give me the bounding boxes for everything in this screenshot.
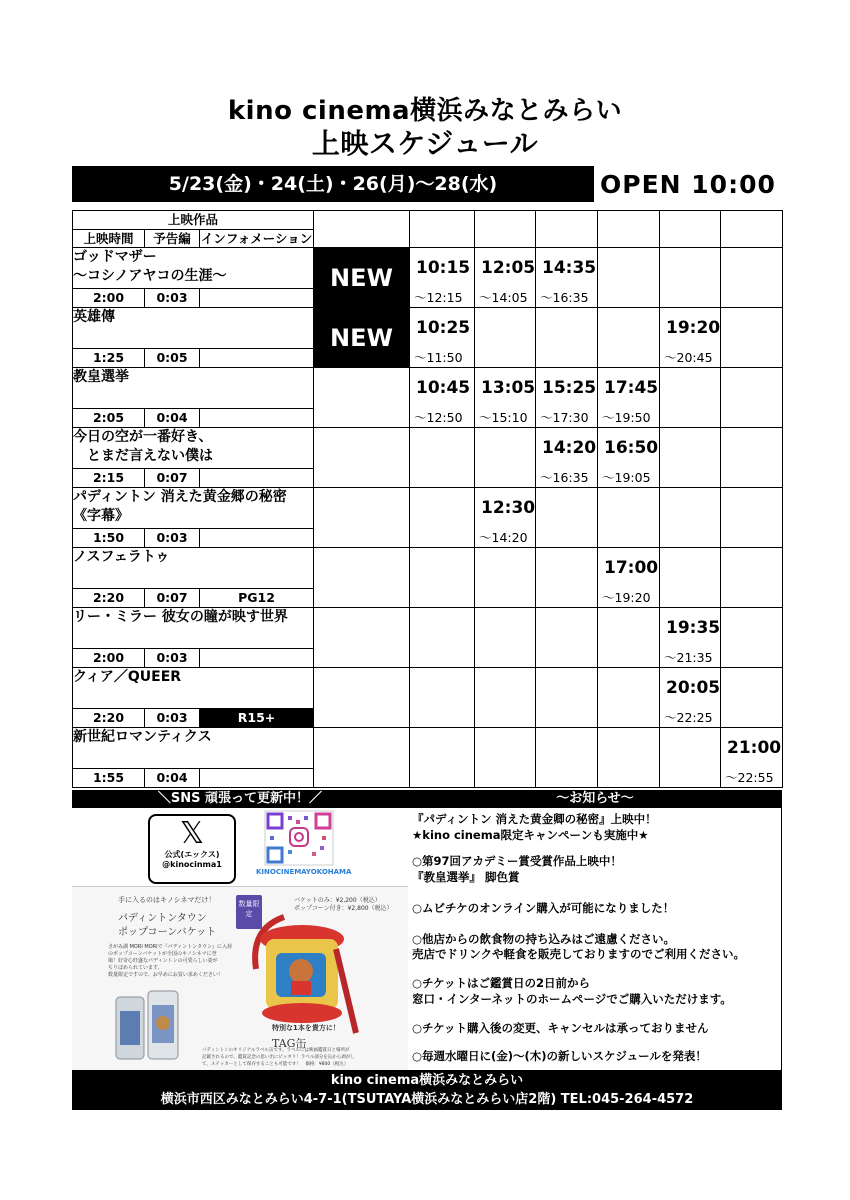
showtime-slot <box>410 248 475 308</box>
showtime-start: 13:05 <box>481 378 536 398</box>
showtime-end: ～14:05 <box>479 290 528 305</box>
film-row <box>73 608 783 649</box>
film-info <box>200 529 314 548</box>
showtime-end: ～19:05 <box>602 470 651 485</box>
showtime-slot <box>475 428 536 488</box>
showtime-slot <box>314 488 410 548</box>
film-row <box>73 728 783 769</box>
promo-name-1: パディントンタウン <box>118 913 207 924</box>
showtime-end: ～12:50 <box>414 410 463 425</box>
sns-section <box>72 808 408 880</box>
news-line: ○他店からの飲食物の持ち込みはご遠慮ください。 <box>412 932 676 946</box>
showtime-slot <box>660 248 721 308</box>
showtime-slot <box>410 608 475 668</box>
showtime-slot <box>536 608 598 668</box>
instagram-qr-icon[interactable] <box>264 810 334 866</box>
showtime-slot <box>475 608 536 668</box>
film-row <box>73 668 783 709</box>
x-handle: @kinocinma1 <box>162 860 222 869</box>
showtime-slot <box>314 728 410 788</box>
film-duration: 2:20 <box>73 709 145 728</box>
showtime-end: ～12:15 <box>414 290 463 305</box>
showtime-slot <box>598 728 660 788</box>
showtime-start: 17:00 <box>604 558 659 578</box>
news-line: ○毎週水曜日に(金)～(木)の新しいスケジュールを発表！ <box>412 1049 707 1063</box>
news-line: 窓口・インターネットのホームページでご購入いただけます。 <box>412 992 732 1006</box>
promo-desc-2: のポップコーンバケットが全国のキノシネマに登 <box>108 951 217 957</box>
tag-can-desc-2: 記載されるので、鑑賞記念の思い出にピッタリ！ラベル部分を缶から剥がし <box>202 1055 355 1060</box>
news-line: ○ムビチケのオンライン購入が可能になりました！ <box>412 901 675 915</box>
new-badge: NEW <box>314 308 410 368</box>
showtime-slot <box>475 248 536 308</box>
showtime-slot <box>598 248 660 308</box>
showtime-slot <box>598 428 660 488</box>
showtime-slot <box>410 488 475 548</box>
film-trailer: 0:03 <box>145 289 200 308</box>
instagram-handle: KINOCINEMAYOKOHAMA <box>256 868 352 876</box>
film-info <box>200 349 314 368</box>
page-subtitle: 上映スケジュール <box>311 127 539 160</box>
schedule-table <box>72 210 783 788</box>
showtime-slot <box>536 428 598 488</box>
news-line: ★kino cinema限定キャンペーンも実施中★ <box>412 828 649 842</box>
film-info <box>200 769 314 788</box>
showtime-end: ～22:55 <box>725 770 774 785</box>
film-title <box>73 488 314 529</box>
film-info <box>200 469 314 488</box>
film-trailer: 0:03 <box>145 649 200 668</box>
promo-desc-3: 場！好奇心旺盛なパディントンの可愛らしい姿が <box>108 958 218 964</box>
showtime-slot <box>410 428 475 488</box>
film-duration: 2:20 <box>73 589 145 608</box>
x-label: 公式(エックス) <box>164 850 220 859</box>
showtime-slot <box>598 548 660 608</box>
showtime-start: 12:05 <box>481 258 536 278</box>
film-title-line: 今日の空が一番好き、 <box>73 429 213 445</box>
film-title-line: とまだ言えない僕は <box>73 448 213 464</box>
header-trailer: 予告編 <box>145 230 200 248</box>
showtime-slot <box>598 608 660 668</box>
film-duration: 2:00 <box>73 649 145 668</box>
showtime-slot <box>721 728 783 788</box>
showtime-slot <box>536 728 598 788</box>
film-title <box>73 428 314 469</box>
showtime-start: 20:05 <box>666 678 721 698</box>
showtime-slot <box>410 308 475 368</box>
showtime-start: 17:45 <box>604 378 659 398</box>
film-info <box>200 289 314 308</box>
film-trailer: 0:04 <box>145 769 200 788</box>
film-trailer: 0:04 <box>145 409 200 428</box>
showtime-slot <box>721 368 783 428</box>
showtime-slot <box>660 428 721 488</box>
promo-price-2: ポップコーン付き：¥2,800（税込） <box>294 905 393 912</box>
news-line: ○チケットはご鑑賞日の2日前から <box>412 976 590 990</box>
film-duration: 2:00 <box>73 289 145 308</box>
showtime-slot <box>598 308 660 368</box>
showtime-slot <box>410 668 475 728</box>
showtime-end: ～22:25 <box>664 710 713 725</box>
tag-can-image <box>112 987 182 1065</box>
header-info: インフォメーション <box>200 231 313 246</box>
showtime-start: 14:35 <box>542 258 597 278</box>
showtime-slot <box>721 488 783 548</box>
showtime-start: 15:25 <box>542 378 597 398</box>
film-title-line: 《字幕》 <box>73 508 129 524</box>
showtime-slot <box>536 368 598 428</box>
footer-name: kino cinema横浜みなとみらい <box>330 1073 524 1088</box>
film-duration: 2:15 <box>73 469 145 488</box>
showtime-start: 10:25 <box>416 318 471 338</box>
showtime-slot <box>475 308 536 368</box>
film-title-line: パディントン 消えた黄金郷の秘密 <box>73 489 287 505</box>
tag-can-special: 特別な1本を貴方に！ <box>272 1024 340 1032</box>
film-title-line: 教皇選挙 <box>73 369 129 385</box>
showtime-slot <box>598 668 660 728</box>
tag-can-name: TAG缶 <box>272 1037 307 1050</box>
showtime-slot <box>721 548 783 608</box>
showtime-end: ～14:20 <box>479 530 528 545</box>
showtime-slot <box>660 308 721 368</box>
showtime-end: ～11:50 <box>414 350 463 365</box>
showtime-start: 10:45 <box>416 378 471 398</box>
film-title <box>73 548 314 589</box>
showtime-slot <box>536 248 598 308</box>
new-badge: NEW <box>314 248 410 308</box>
showtime-slot <box>598 368 660 428</box>
showtime-end: ～19:20 <box>602 590 651 605</box>
film-title-line: 新世紀ロマンティクス <box>73 729 212 745</box>
showtime-end: ～19:50 <box>602 410 651 425</box>
showtime-end: ～20:45 <box>664 350 713 365</box>
film-trailer: 0:07 <box>145 469 200 488</box>
film-trailer: 0:03 <box>145 529 200 548</box>
film-trailer: 0:05 <box>145 349 200 368</box>
film-title <box>73 308 314 349</box>
film-duration: 2:05 <box>73 409 145 428</box>
film-title <box>73 608 314 649</box>
showtime-slot <box>314 368 410 428</box>
tag-can-desc-3: て、ステッカーとして保存することも可能です！ 価格：¥800（税込） <box>202 1062 349 1067</box>
date-range-banner: 5/23(金)・24(土)・26(月)～28(水) <box>72 166 594 202</box>
open-time: OPEN 10:00 <box>600 170 776 199</box>
film-row <box>73 488 783 529</box>
showtime-slot <box>721 248 783 308</box>
film-title-line: ゴッドマザー <box>73 249 157 265</box>
showtime-slot <box>721 428 783 488</box>
film-row <box>73 428 783 469</box>
showtime-start: 10:15 <box>416 258 471 278</box>
header-works: 上映作品 <box>73 211 314 230</box>
film-row <box>73 368 783 409</box>
sns-banner: ＼SNS 頑張って更新中！／ <box>72 790 408 808</box>
x-logo-icon: 𝕏 <box>179 816 205 851</box>
showtime-slot <box>721 308 783 368</box>
news-line: 『教皇選挙』 脚色賞 <box>412 870 520 884</box>
showtime-slot <box>475 488 536 548</box>
showtime-end: ～17:30 <box>540 410 589 425</box>
promo-badge: 数量限定 <box>236 895 262 929</box>
news-banner: ～お知らせ～ <box>408 790 782 808</box>
showtime-start: 21:00 <box>727 738 782 758</box>
film-row <box>73 248 783 289</box>
showtime-slot <box>536 548 598 608</box>
film-row <box>73 548 783 589</box>
showtime-slot <box>314 608 410 668</box>
tag-can-desc-1: パディントンのオリジナルラベル缶です。ラベルには映画鑑賞日と場所が <box>202 1048 350 1053</box>
footer <box>72 1070 782 1110</box>
showtime-slot <box>660 608 721 668</box>
showtime-start: 16:50 <box>604 438 659 458</box>
showtime-slot <box>314 548 410 608</box>
showtime-start: 19:20 <box>666 318 721 338</box>
film-info <box>200 649 314 668</box>
film-duration: 1:25 <box>73 349 145 368</box>
showtime-slot <box>660 368 721 428</box>
showtime-slot <box>536 308 598 368</box>
popcorn-bucket-promo <box>72 886 408 1070</box>
film-title <box>73 668 314 709</box>
showtime-slot <box>410 368 475 428</box>
news-line: 売店でドリンクや軽食を販売しておりますのでご利用ください。 <box>412 947 746 961</box>
showtime-start: 19:35 <box>666 618 721 638</box>
promo-desc-5: 数量限定ですので、お早めにお買い求めください！ <box>108 972 223 978</box>
popcorn-bucket-image <box>244 909 364 1037</box>
film-title-line: ～コシノアヤコの生涯～ <box>73 268 227 284</box>
news-line: ○チケット購入後の変更、キャンセルは承っておりません <box>412 1021 709 1035</box>
showtime-start: 14:20 <box>542 438 597 458</box>
header-duration: 上映時間 <box>73 230 145 248</box>
showtime-slot <box>536 488 598 548</box>
showtime-end: ～16:35 <box>540 290 589 305</box>
showtime-end: ～16:35 <box>540 470 589 485</box>
showtime-slot <box>475 548 536 608</box>
promo-name-2: ポップコーンバケット <box>118 927 217 938</box>
promo-desc-1: さがみ湖 MORI MORIで『パディントンタウン』に入荷 <box>108 944 232 950</box>
showtime-slot <box>660 728 721 788</box>
showtime-slot <box>721 608 783 668</box>
showtime-slot <box>536 668 598 728</box>
showtime-slot <box>475 368 536 428</box>
showtime-start: 12:30 <box>481 498 536 518</box>
showtime-slot <box>660 668 721 728</box>
showtime-slot <box>475 728 536 788</box>
film-title-line: クィア／QUEER <box>73 669 182 685</box>
footer-address: 横浜市西区みなとみらい4-7-1(TSUTAYA横浜みなとみらい店2階) TEL:045-264-4572 <box>160 1092 694 1107</box>
showtime-end: ～15:10 <box>479 410 528 425</box>
promo-desc-4: ちりばめられています。 <box>108 965 163 971</box>
film-info: PG12 <box>200 589 314 608</box>
showtime-slot <box>410 548 475 608</box>
film-title <box>73 728 314 769</box>
film-row <box>73 308 783 349</box>
promo-intro: 手に入るのはキノシネマだけ！ <box>118 896 216 904</box>
news-line: 『パディントン 消えた黄金卿の秘密』上映中！ <box>412 812 657 826</box>
promo-price-1: バケットのみ：¥2,200（税込） <box>294 897 381 904</box>
film-title-line: 英雄傳 <box>73 309 115 325</box>
film-title-line: ノスフェラトゥ <box>73 549 170 565</box>
film-duration: 1:55 <box>73 769 145 788</box>
film-info <box>200 409 314 428</box>
film-duration: 1:50 <box>73 529 145 548</box>
film-title <box>73 368 314 409</box>
page-title: kino cinema横浜みなとみらい <box>227 96 623 126</box>
film-info: R15+ <box>200 709 314 728</box>
showtime-slot <box>475 668 536 728</box>
film-title-line: リー・ミラー 彼女の瞳が映す世界 <box>73 609 288 625</box>
showtime-slot <box>314 428 410 488</box>
film-title <box>73 248 314 289</box>
x-account-card[interactable] <box>148 814 236 884</box>
showtime-slot <box>660 548 721 608</box>
film-trailer: 0:07 <box>145 589 200 608</box>
showtime-slot <box>660 488 721 548</box>
showtime-slot <box>598 488 660 548</box>
showtime-slot <box>410 728 475 788</box>
showtime-slot <box>314 668 410 728</box>
showtime-end: ～21:35 <box>664 650 713 665</box>
showtime-slot <box>721 668 783 728</box>
film-trailer: 0:03 <box>145 709 200 728</box>
news-line: ○第97回アカデミー賞受賞作品上映中！ <box>412 854 622 868</box>
